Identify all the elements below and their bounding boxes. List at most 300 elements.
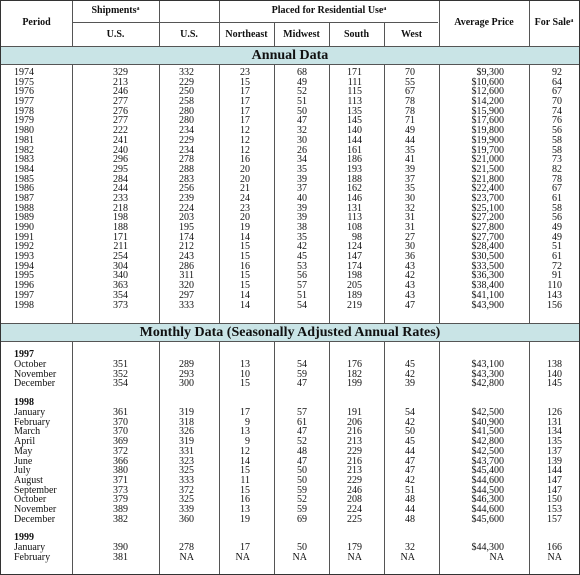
cell-average-price: $33,500 — [471, 260, 504, 272]
cell-average-price: $27,200 — [471, 212, 504, 224]
cell-placed-us: 333 — [179, 474, 194, 486]
cell-shipments-us: 390 — [113, 542, 128, 554]
cell-south: 186 — [347, 154, 362, 166]
cell-average-price: $17,600 — [471, 115, 504, 127]
cell-for-sale: 82 — [552, 163, 562, 175]
cell-south: 108 — [347, 222, 362, 233]
cell-period: 1988 — [14, 202, 34, 214]
cell-south: 206 — [347, 416, 362, 428]
cell-period: March — [14, 426, 41, 438]
cell-period: January — [14, 407, 46, 419]
footnote-marker: a — [570, 18, 574, 24]
cell-northeast: 11 — [240, 474, 250, 486]
cell-period: January — [14, 542, 46, 554]
cell-midwest: 51 — [297, 289, 307, 301]
cell-west: NA — [400, 552, 415, 563]
cell-placed-us: 339 — [179, 503, 194, 515]
cell-for-sale: 126 — [547, 407, 562, 419]
cell-west: 36 — [405, 251, 415, 263]
cell-midwest: 53 — [297, 260, 307, 272]
cell-south: 111 — [347, 76, 362, 88]
cell-placed-us: 319 — [179, 407, 194, 419]
cell-west: 78 — [405, 105, 415, 117]
cell-period: April — [14, 436, 36, 448]
cell-midwest: 26 — [297, 144, 307, 156]
cell-west: 35 — [405, 183, 415, 195]
cell-placed-us: 318 — [179, 416, 194, 428]
cell-placed-us: 293 — [179, 368, 194, 380]
cell-northeast: 23 — [240, 67, 250, 78]
cell-shipments-us: 244 — [113, 183, 128, 195]
cell-midwest: 47 — [297, 378, 307, 390]
cell-midwest: 69 — [297, 513, 307, 525]
cell-placed-us: 239 — [179, 192, 194, 204]
cell-average-price: $45,600 — [471, 513, 504, 525]
cell-average-price: $21,500 — [471, 163, 504, 175]
cell-average-price: $42,500 — [471, 445, 504, 457]
cell-shipments-us: 372 — [113, 445, 128, 457]
cell-midwest: 39 — [297, 202, 307, 214]
cell-midwest: 59 — [297, 484, 307, 496]
cell-midwest: 45 — [297, 251, 307, 263]
cell-west: 39 — [405, 163, 415, 175]
cell-northeast: 14 — [240, 231, 250, 243]
cell-midwest: 47 — [297, 115, 307, 127]
cell-average-price: $38,400 — [471, 280, 504, 292]
cell-shipments-us: 373 — [113, 299, 128, 311]
cell-west: 71 — [405, 115, 415, 127]
cell-west: 41 — [405, 154, 415, 166]
cell-west: 44 — [405, 503, 415, 515]
cell-shipments-us: 370 — [113, 426, 128, 438]
cell-average-price: $45,400 — [471, 465, 504, 477]
cell-shipments-us: 379 — [113, 494, 128, 506]
cell-midwest: 51 — [297, 96, 307, 108]
cell-for-sale: 91 — [552, 270, 562, 282]
cell-northeast: 12 — [240, 125, 250, 137]
cell-northeast: 15 — [240, 270, 250, 282]
cell-northeast: 12 — [240, 134, 250, 146]
subheader-south: South — [343, 29, 369, 40]
cell-average-price: $27,800 — [471, 222, 504, 233]
cell-northeast: 15 — [240, 251, 250, 263]
cell-period: 1992 — [14, 241, 34, 253]
cell-midwest: 35 — [297, 231, 307, 243]
cell-south: 208 — [347, 494, 362, 506]
cell-placed-us: 278 — [179, 154, 194, 166]
cell-placed-us: 332 — [179, 67, 194, 78]
cell-shipments-us: 369 — [113, 436, 128, 448]
cell-northeast: 15 — [240, 241, 250, 253]
cell-average-price: $42,800 — [471, 436, 504, 448]
cell-midwest: 52 — [297, 86, 307, 98]
cell-placed-us: 280 — [179, 115, 194, 127]
cell-midwest: 34 — [297, 154, 307, 166]
cell-south: 145 — [347, 115, 362, 127]
cell-northeast: 23 — [240, 202, 250, 214]
cell-midwest: 50 — [297, 474, 307, 486]
cell-west: 32 — [405, 202, 415, 214]
cell-south: 219 — [347, 299, 362, 311]
cell-south: 182 — [347, 368, 362, 380]
cell-south: 147 — [347, 251, 362, 263]
cell-west: 50 — [405, 426, 415, 438]
cell-northeast: 12 — [240, 144, 250, 156]
cell-northeast: 14 — [240, 455, 250, 467]
cell-for-sale: 138 — [547, 359, 562, 370]
cell-northeast: 20 — [240, 212, 250, 224]
cell-south: 144 — [347, 134, 362, 146]
cell-placed-us: 174 — [179, 231, 194, 243]
cell-south: 216 — [347, 426, 362, 438]
cell-for-sale: 51 — [552, 241, 562, 253]
cell-period: February — [14, 416, 51, 428]
cell-average-price: NA — [489, 552, 504, 563]
cell-south: 113 — [347, 212, 362, 224]
cell-placed-us: 325 — [179, 494, 194, 506]
cell-west: 49 — [405, 125, 415, 137]
cell-shipments-us: 296 — [113, 154, 128, 166]
table-row — [1, 301, 579, 311]
cell-northeast: 12 — [240, 445, 250, 457]
cell-northeast: 24 — [240, 192, 250, 204]
cell-south: 246 — [347, 484, 362, 496]
cell-west: 45 — [405, 359, 415, 370]
cell-average-price: $22,400 — [471, 183, 504, 195]
footnote-marker: a — [136, 6, 140, 12]
cell-midwest: 52 — [297, 436, 307, 448]
subheader-midwest: Midwest — [283, 29, 320, 40]
cell-period: December — [14, 513, 56, 525]
cell-period: November — [14, 503, 57, 515]
cell-south: 189 — [347, 289, 362, 301]
cell-for-sale: 70 — [552, 96, 562, 108]
cell-south: 179 — [347, 542, 362, 554]
cell-shipments-us: 361 — [113, 407, 128, 419]
cell-placed-us: 288 — [179, 163, 194, 175]
cell-west: 42 — [405, 474, 415, 486]
cell-placed-us: 256 — [179, 183, 194, 195]
cell-west: 78 — [405, 96, 415, 108]
cell-west: 30 — [405, 241, 415, 253]
cell-average-price: $21,000 — [471, 154, 504, 166]
cell-average-price: $15,900 — [471, 105, 504, 117]
cell-average-price: $27,700 — [471, 231, 504, 243]
cell-period: 1993 — [14, 251, 34, 263]
cell-west: 47 — [405, 299, 415, 311]
cell-northeast: 20 — [240, 163, 250, 175]
cell-placed-us: 229 — [179, 76, 194, 88]
cell-south: 140 — [347, 125, 362, 137]
cell-south: 188 — [347, 173, 362, 185]
cell-for-sale: 145 — [547, 378, 562, 390]
cell-south: 193 — [347, 163, 362, 175]
cell-period: 1978 — [14, 105, 34, 117]
cell-placed-us: 333 — [179, 299, 194, 311]
cell-for-sale: 67 — [552, 183, 562, 195]
cell-northeast: 14 — [240, 289, 250, 301]
cell-placed-us: 360 — [179, 513, 194, 525]
cell-south: 115 — [347, 86, 362, 98]
for-sale-header: For Sale$^a$ — [534, 17, 574, 28]
cell-south: NA — [347, 552, 362, 563]
cell-midwest: 68 — [297, 67, 307, 78]
header-divider — [72, 22, 438, 23]
cell-midwest: 30 — [297, 134, 307, 146]
cell-period: June — [14, 455, 33, 467]
cell-placed-us: 195 — [179, 222, 194, 233]
cell-placed-us: 300 — [179, 378, 194, 390]
cell-period: November — [14, 368, 57, 380]
cell-period: 1986 — [14, 183, 34, 195]
cell-average-price: $44,500 — [471, 484, 504, 496]
monthly-data-title: Monthly Data (Seasonally Adjusted Annual Rates) — [139, 325, 441, 340]
cell-period: 1975 — [14, 76, 34, 88]
cell-midwest: 50 — [297, 105, 307, 117]
cell-shipments-us: 363 — [113, 280, 128, 292]
cell-period: 1989 — [14, 212, 34, 224]
cell-shipments-us: 351 — [113, 359, 128, 370]
cell-placed-us: 203 — [179, 212, 194, 224]
cell-average-price: $25,100 — [471, 202, 504, 214]
cell-placed-us: 323 — [179, 455, 194, 467]
cell-period: 1994 — [14, 260, 34, 272]
cell-shipments-us: 370 — [113, 416, 128, 428]
cell-northeast: 9 — [245, 416, 250, 428]
cell-midwest: 48 — [297, 445, 307, 457]
cell-northeast: 14 — [240, 299, 250, 311]
cell-south: 176 — [347, 359, 362, 370]
cell-for-sale: 157 — [547, 513, 562, 525]
cell-for-sale: 72 — [552, 260, 562, 272]
cell-shipments-us: 381 — [113, 552, 128, 563]
subheader-northeast: Northeast — [225, 29, 268, 40]
cell-placed-us: 278 — [179, 542, 194, 554]
cell-midwest: 37 — [297, 183, 307, 195]
cell-period: October — [14, 359, 47, 370]
cell-west: 42 — [405, 416, 415, 428]
cell-average-price: $42,500 — [471, 407, 504, 419]
cell-period: 1984 — [14, 163, 34, 175]
cell-period: 1977 — [14, 96, 34, 108]
cell-midwest: 54 — [297, 359, 307, 370]
cell-placed-us: 280 — [179, 105, 194, 117]
cell-for-sale: 110 — [547, 280, 562, 292]
cell-west: 43 — [405, 289, 415, 301]
cell-placed-us: 372 — [179, 484, 194, 496]
cell-midwest: 47 — [297, 426, 307, 438]
cell-northeast: 17 — [240, 86, 250, 98]
cell-south: 161 — [347, 144, 362, 156]
cell-shipments-us: 211 — [113, 241, 128, 253]
cell-average-price: $43,300 — [471, 368, 504, 380]
cell-south: 135 — [347, 105, 362, 117]
shipments-header: Shipments$^a$ — [91, 5, 140, 16]
cell-south: 213 — [347, 465, 362, 477]
cell-average-price: $44,600 — [471, 503, 504, 515]
cell-northeast: 10 — [240, 368, 250, 380]
cell-period: 1974 — [14, 67, 34, 78]
cell-for-sale: 64 — [552, 76, 562, 88]
cell-period: 1982 — [14, 144, 34, 156]
cell-period: September — [14, 484, 57, 496]
cell-for-sale: 67 — [552, 86, 562, 98]
cell-south: 174 — [347, 260, 362, 272]
cell-average-price: $41,500 — [471, 426, 504, 438]
footnote-marker: a — [383, 6, 387, 12]
cell-average-price: $9,300 — [476, 67, 504, 78]
cell-average-price: $40,900 — [471, 416, 504, 428]
cell-west: 43 — [405, 280, 415, 292]
cell-northeast: 19 — [240, 513, 250, 525]
cell-northeast: 16 — [240, 260, 250, 272]
year-heading: 1999 — [14, 532, 34, 544]
cell-placed-us: 234 — [179, 125, 194, 137]
cell-for-sale: 58 — [552, 202, 562, 214]
cell-shipments-us: 352 — [113, 368, 128, 380]
cell-shipments-us: 304 — [113, 260, 128, 272]
cell-for-sale: 137 — [547, 445, 562, 457]
cell-average-price: $21,800 — [471, 173, 504, 185]
cell-placed-us: 234 — [179, 144, 194, 156]
cell-for-sale: 76 — [552, 115, 562, 127]
cell-midwest: 39 — [297, 212, 307, 224]
cell-average-price: $14,200 — [471, 96, 504, 108]
cell-for-sale: 140 — [547, 368, 562, 380]
cell-west: 31 — [405, 212, 415, 224]
cell-average-price: $44,600 — [471, 474, 504, 486]
cell-shipments-us: 382 — [113, 513, 128, 525]
cell-placed-us: 286 — [179, 260, 194, 272]
cell-for-sale: 135 — [547, 436, 562, 448]
cell-west: 51 — [405, 484, 415, 496]
cell-midwest: 47 — [297, 455, 307, 467]
cell-northeast: 15 — [240, 378, 250, 390]
cell-shipments-us: 276 — [113, 105, 128, 117]
cell-placed-us: 229 — [179, 134, 194, 146]
monthly-data-band — [1, 323, 579, 342]
cell-west: 39 — [405, 378, 415, 390]
cell-south: 225 — [347, 513, 362, 525]
cell-for-sale: 58 — [552, 134, 562, 146]
cell-midwest: 52 — [297, 494, 307, 506]
cell-for-sale: 61 — [552, 251, 562, 263]
cell-shipments-us: 380 — [113, 465, 128, 477]
year-heading: 1997 — [14, 349, 34, 360]
cell-northeast: 15 — [240, 465, 250, 477]
cell-for-sale: 49 — [552, 222, 562, 233]
cell-west: 30 — [405, 192, 415, 204]
cell-shipments-us: 277 — [113, 115, 128, 127]
cell-for-sale: 156 — [547, 299, 562, 311]
cell-northeast: 15 — [240, 280, 250, 292]
cell-northeast: 13 — [240, 426, 250, 438]
cell-south: 162 — [347, 183, 362, 195]
cell-shipments-us: 188 — [113, 222, 128, 233]
cell-period: 1985 — [14, 173, 34, 185]
cell-period: 1997 — [14, 289, 34, 301]
cell-placed-us: 243 — [179, 251, 194, 263]
cell-midwest: 39 — [297, 173, 307, 185]
cell-midwest: 54 — [297, 299, 307, 311]
cell-midwest: 50 — [297, 465, 307, 477]
year-heading: 1998 — [14, 397, 34, 409]
cell-shipments-us: 340 — [113, 270, 128, 282]
cell-placed-us: 283 — [179, 173, 194, 185]
cell-south: 124 — [347, 241, 362, 253]
cell-for-sale: 134 — [547, 426, 562, 438]
cell-for-sale: 56 — [552, 125, 562, 137]
cell-south: 229 — [347, 445, 362, 457]
cell-south: 146 — [347, 192, 362, 204]
subheader-west: West — [400, 29, 423, 40]
cell-midwest: 56 — [297, 270, 307, 282]
cell-northeast: 17 — [240, 407, 250, 419]
cell-midwest: 42 — [297, 241, 307, 253]
cell-northeast: NA — [235, 552, 250, 563]
cell-west: 35 — [405, 144, 415, 156]
cell-northeast: 16 — [240, 154, 250, 166]
cell-period: 1996 — [14, 280, 34, 292]
cell-west: 70 — [405, 67, 415, 78]
period-header: Period — [22, 17, 51, 28]
cell-west: 48 — [405, 494, 415, 506]
cell-northeast: 17 — [240, 96, 250, 108]
cell-period: 1987 — [14, 192, 34, 204]
cell-south: 205 — [347, 280, 362, 292]
cell-for-sale: 131 — [547, 416, 562, 428]
cell-placed-us: 331 — [179, 445, 194, 457]
cell-for-sale: 144 — [547, 465, 562, 477]
cell-northeast: 21 — [240, 183, 250, 195]
cell-west: 32 — [405, 542, 415, 554]
cell-average-price: $43,900 — [471, 299, 504, 311]
cell-south: 224 — [347, 503, 362, 515]
cell-shipments-us: 246 — [113, 86, 128, 98]
cell-average-price: $36,300 — [471, 270, 504, 282]
cell-west: 42 — [405, 270, 415, 282]
cell-period: 1980 — [14, 125, 34, 137]
average-price-header: Average Price — [454, 17, 514, 28]
cell-for-sale: 49 — [552, 231, 562, 243]
cell-shipments-us: 354 — [113, 289, 128, 301]
cell-shipments-us: 171 — [113, 231, 128, 243]
cell-midwest: 57 — [297, 407, 307, 419]
cell-midwest: 32 — [297, 125, 307, 137]
cell-period: 1981 — [14, 134, 34, 146]
cell-placed-us: 325 — [179, 465, 194, 477]
cell-for-sale: 147 — [547, 484, 562, 496]
cell-average-price: $42,800 — [471, 378, 504, 390]
cell-average-price: $10,600 — [471, 76, 504, 88]
cell-for-sale: 153 — [547, 503, 562, 515]
cell-northeast: 16 — [240, 494, 250, 506]
monthly-rows — [1, 350, 579, 563]
cell-shipments-us: 329 — [113, 67, 128, 78]
cell-northeast: 19 — [240, 222, 250, 233]
cell-placed-us: 258 — [179, 96, 194, 108]
cell-midwest: 50 — [297, 542, 307, 554]
cell-average-price: $46,300 — [471, 494, 504, 506]
cell-average-price: $19,700 — [471, 144, 504, 156]
cell-west: 67 — [405, 86, 415, 98]
cell-shipments-us: 295 — [113, 163, 128, 175]
cell-shipments-us: 218 — [113, 202, 128, 214]
cell-midwest: NA — [292, 552, 307, 563]
cell-midwest: 40 — [297, 192, 307, 204]
cell-for-sale: 166 — [547, 542, 562, 554]
annual-data-title: Annual Data — [251, 48, 329, 63]
